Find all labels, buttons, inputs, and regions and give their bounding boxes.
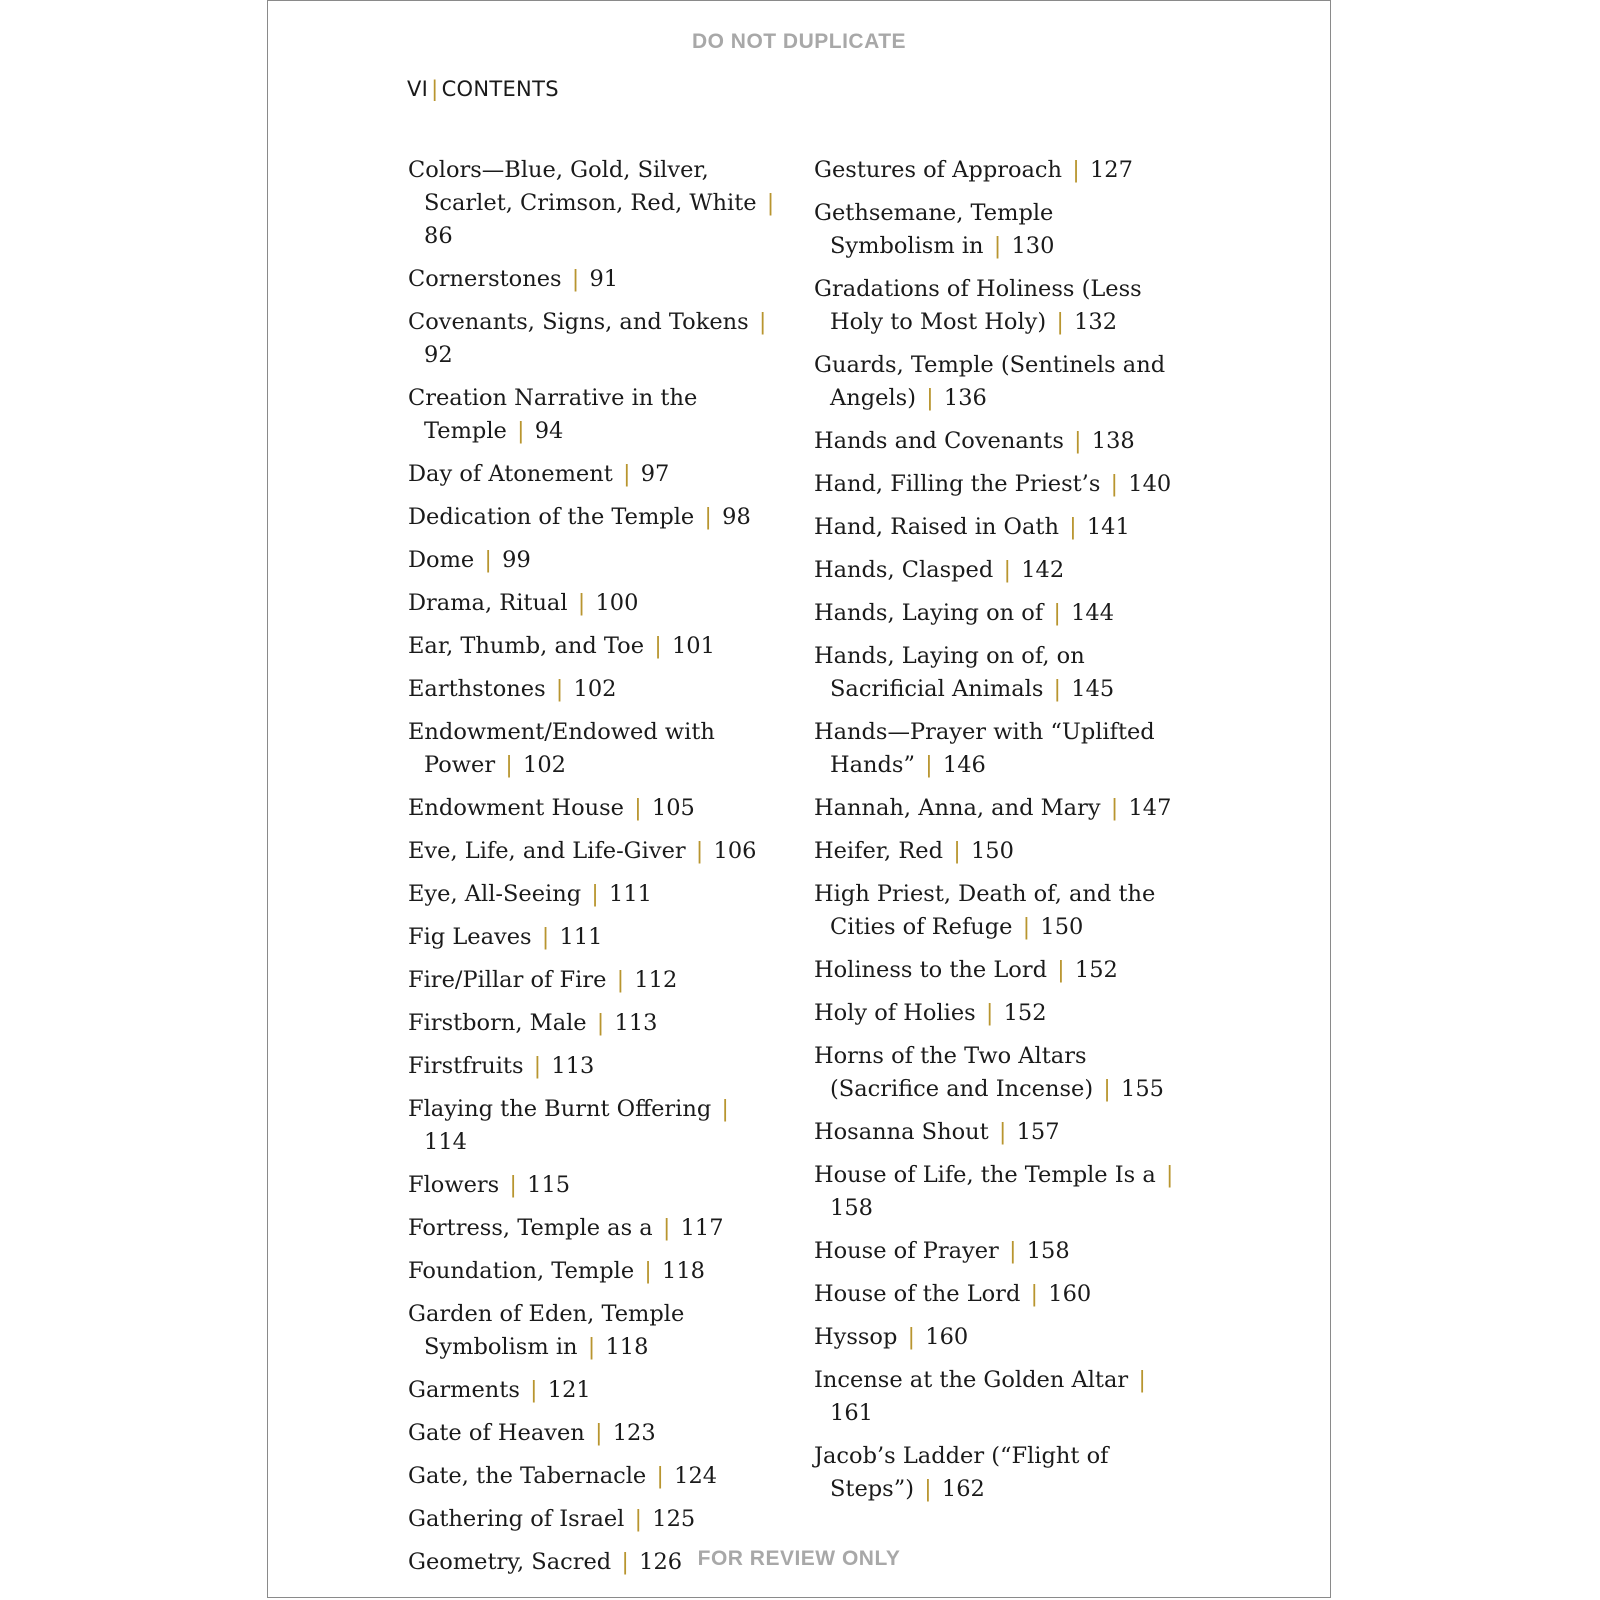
toc-entry-title: Geometry, Sacred — [408, 1549, 612, 1575]
toc-entry — [814, 1040, 1184, 1106]
toc-entry-page: 118 — [605, 1334, 649, 1360]
toc-entry — [408, 964, 778, 997]
toc-separator: | — [993, 233, 1002, 259]
toc-entry-page: 111 — [609, 881, 652, 907]
toc-separator: | — [634, 1506, 643, 1532]
toc-entry-title: Colors—Blue, Gold, Silver, Scarlet, Crimson, Red, White — [408, 157, 757, 216]
toc-entry-page: 98 — [722, 504, 751, 530]
toc-separator: | — [766, 190, 775, 216]
toc-entry — [408, 1460, 778, 1493]
toc-entry — [408, 587, 778, 620]
toc-entry-page: 112 — [634, 967, 678, 993]
toc-entry-page: 111 — [559, 924, 603, 950]
toc-entry — [408, 835, 778, 868]
toc-entry-page: 115 — [527, 1172, 571, 1198]
toc-entry — [408, 263, 778, 296]
toc-separator: | — [695, 838, 704, 864]
toc-entry-page: 121 — [547, 1377, 591, 1403]
toc-separator: | — [1053, 676, 1062, 702]
toc-entry — [408, 921, 778, 954]
toc-entry — [408, 1503, 778, 1536]
running-head — [407, 77, 559, 101]
toc-entry-page: 157 — [1016, 1119, 1060, 1145]
toc-entry — [814, 597, 1184, 630]
toc-entry-page: 94 — [534, 418, 564, 444]
toc-entry-title: Fig Leaves — [408, 924, 532, 950]
toc-entry — [408, 1093, 778, 1159]
toc-entry-title: House of the Lord — [814, 1281, 1021, 1307]
toc-entry-title: Firstfruits — [408, 1053, 524, 1079]
toc-separator: | — [516, 418, 525, 444]
toc-separator: | — [577, 590, 586, 616]
toc-separator: | — [907, 1324, 916, 1350]
contents-left-column — [408, 154, 778, 1589]
toc-separator: | — [998, 1119, 1007, 1145]
toc-entry-title: Heifer, Red — [814, 838, 944, 864]
toc-entry-page: 92 — [424, 342, 453, 368]
toc-entry-page: 113 — [614, 1010, 658, 1036]
toc-entry-page: 100 — [595, 590, 639, 616]
toc-entry-page: 150 — [1040, 914, 1084, 940]
toc-entry-page: 155 — [1121, 1076, 1164, 1102]
toc-entry — [814, 792, 1184, 825]
toc-entry — [814, 197, 1184, 263]
toc-entry — [814, 1235, 1184, 1268]
toc-entry-page: 114 — [424, 1129, 467, 1155]
watermark-top: DO NOT DUPLICATE — [691, 30, 907, 53]
toc-separator: | — [594, 1420, 603, 1446]
toc-entry-title: Gethsemane, Temple Symbolism in — [814, 200, 1054, 259]
toc-entry — [814, 716, 1184, 782]
toc-separator: | — [541, 924, 550, 950]
toc-entry-page: 106 — [713, 838, 757, 864]
toc-entry-page: 126 — [639, 1549, 683, 1575]
toc-separator: | — [721, 1096, 729, 1122]
toc-separator: | — [1053, 600, 1061, 626]
watermark-bottom: FOR REVIEW ONLY — [697, 1547, 901, 1570]
toc-entry-title: Gradations of Holiness (Less Holy to Most Holy) — [814, 276, 1142, 335]
toc-entry — [814, 997, 1184, 1030]
toc-entry-page: 142 — [1021, 557, 1065, 583]
toc-entry-page: 150 — [970, 838, 1014, 864]
toc-entry — [814, 1440, 1184, 1506]
toc-entry-page: 138 — [1091, 428, 1135, 454]
toc-separator: | — [634, 795, 642, 821]
toc-separator: | — [1138, 1367, 1146, 1393]
toc-entry-page: 97 — [640, 461, 670, 487]
toc-entry — [408, 1374, 778, 1407]
toc-separator: | — [924, 1476, 932, 1502]
toc-separator: | — [654, 633, 662, 659]
toc-entry — [814, 554, 1184, 587]
toc-entry — [408, 878, 778, 911]
toc-entry-title: House of Prayer — [814, 1238, 999, 1264]
toc-separator: | — [644, 1258, 652, 1284]
toc-separator: | — [704, 504, 712, 530]
toc-entry-page: 162 — [941, 1476, 985, 1502]
toc-separator: | — [925, 752, 933, 778]
toc-separator: | — [1074, 428, 1082, 454]
toc-entry-page: 144 — [1071, 600, 1115, 626]
toc-entry-page: 130 — [1011, 233, 1055, 259]
toc-separator: | — [622, 461, 631, 487]
toc-separator: | — [591, 881, 599, 907]
toc-entry-title: Eve, Life, and Life-Giver — [408, 838, 686, 864]
toc-entry — [814, 1116, 1184, 1149]
toc-separator: | — [1103, 1076, 1111, 1102]
toc-entry-title: Hand, Raised in Oath — [814, 514, 1059, 540]
toc-entry — [408, 382, 778, 448]
toc-entry-title: Jacob’s Ladder (“Flight of Steps”) — [814, 1443, 1109, 1502]
toc-entry-title: Holiness to the Lord — [814, 957, 1047, 983]
toc-entry-title: Hyssop — [814, 1324, 898, 1350]
toc-separator: | — [530, 1377, 538, 1403]
contents-right-column — [814, 154, 1184, 1516]
toc-separator: | — [484, 547, 492, 573]
toc-separator: | — [1022, 914, 1031, 940]
toc-entry — [408, 1169, 778, 1202]
toc-entry-title: Endowment/Endowed with Power — [408, 719, 715, 778]
toc-entry — [814, 954, 1184, 987]
toc-entry-title: Garden of Eden, Temple Symbolism in — [408, 1301, 685, 1360]
toc-entry-title: Hands, Clasped — [814, 557, 994, 583]
toc-entry-title: Firstborn, Male — [408, 1010, 587, 1036]
toc-entry — [408, 1255, 778, 1288]
toc-entry-page: 101 — [671, 633, 715, 659]
toc-entry — [814, 1159, 1184, 1225]
toc-separator: | — [533, 1053, 542, 1079]
toc-entry-title: Drama, Ritual — [408, 590, 568, 616]
toc-entry-page: 158 — [1026, 1238, 1070, 1264]
toc-entry-title: Foundation, Temple — [408, 1258, 635, 1284]
toc-entry-title: Hands, Laying on of — [814, 600, 1044, 626]
toc-entry-title: Hands and Covenants — [814, 428, 1064, 454]
toc-entry — [408, 306, 778, 372]
toc-entry-title: Hands, Laying on of, on Sacrificial Animals — [814, 643, 1085, 702]
toc-entry-title: Fire/Pillar of Fire — [408, 967, 607, 993]
toc-entry-page: 123 — [612, 1420, 656, 1446]
toc-entry — [814, 878, 1184, 944]
toc-separator: | — [926, 385, 934, 411]
toc-entry — [814, 349, 1184, 415]
toc-entry-page: 117 — [680, 1215, 724, 1241]
toc-separator: | — [621, 1549, 629, 1575]
toc-entry-title: Hand, Filling the Priest’s — [814, 471, 1101, 497]
toc-separator: | — [1110, 795, 1119, 821]
toc-entry-title: Hands—Prayer with “Uplifted Hands” — [814, 719, 1155, 778]
book-page — [267, 0, 1331, 1598]
toc-separator: | — [1003, 557, 1012, 583]
toc-separator: | — [1072, 157, 1080, 183]
toc-entry — [408, 1298, 778, 1364]
toc-entry-title: House of Life, the Temple Is a — [814, 1162, 1156, 1188]
toc-entry-title: Endowment House — [408, 795, 624, 821]
toc-separator: | — [1165, 1162, 1174, 1188]
toc-entry-page: 146 — [942, 752, 986, 778]
toc-entry-title: Cornerstones — [408, 266, 562, 292]
toc-separator: | — [1030, 1281, 1039, 1307]
toc-entry — [408, 1050, 778, 1083]
toc-entry-title: Hosanna Shout — [814, 1119, 989, 1145]
toc-entry-page: 140 — [1128, 471, 1172, 497]
toc-entry — [408, 458, 778, 491]
page-number: VI — [407, 77, 429, 101]
toc-entry-page: 152 — [1074, 957, 1118, 983]
toc-entry-page: 113 — [551, 1053, 595, 1079]
toc-entry-title: Guards, Temple (Sentinels and Angels) — [814, 352, 1166, 411]
toc-entry-page: 124 — [674, 1463, 718, 1489]
toc-entry-page: 118 — [662, 1258, 705, 1284]
toc-entry-page: 152 — [1003, 1000, 1047, 1026]
toc-entry — [814, 511, 1184, 544]
toc-entry — [408, 673, 778, 706]
toc-entry-page: 102 — [523, 752, 566, 778]
toc-entry-title: High Priest, Death of, and the Cities of Refuge — [814, 881, 1156, 940]
toc-entry — [814, 640, 1184, 706]
toc-separator: | — [1069, 514, 1077, 540]
toc-entry — [814, 468, 1184, 501]
toc-entry — [408, 154, 778, 253]
toc-entry — [814, 1321, 1184, 1354]
toc-entry-page: 99 — [502, 547, 531, 573]
toc-entry — [408, 630, 778, 663]
toc-entry-page: 86 — [424, 223, 453, 249]
toc-separator: | — [509, 1172, 517, 1198]
toc-entry-title: Creation Narrative in the Temple — [408, 385, 698, 444]
toc-entry-page: 136 — [943, 385, 987, 411]
toc-entry — [814, 1364, 1184, 1430]
section-title: CONTENTS — [441, 77, 559, 101]
toc-entry — [408, 716, 778, 782]
toc-entry-title: Eye, All-Seeing — [408, 881, 582, 907]
toc-separator: | — [555, 676, 564, 702]
toc-entry — [814, 273, 1184, 339]
toc-entry-title: Covenants, Signs, and Tokens — [408, 309, 749, 335]
toc-separator: | — [662, 1215, 671, 1241]
toc-entry-title: Dome — [408, 547, 475, 573]
toc-entry — [814, 835, 1184, 868]
toc-entry — [408, 544, 778, 577]
toc-separator: | — [1057, 957, 1065, 983]
toc-entry-title: Holy of Holies — [814, 1000, 976, 1026]
toc-entry — [408, 1417, 778, 1450]
toc-entry-page: 141 — [1086, 514, 1130, 540]
toc-entry-title: Incense at the Golden Altar — [814, 1367, 1129, 1393]
toc-separator: | — [505, 752, 513, 778]
toc-entry-page: 158 — [830, 1195, 873, 1221]
toc-separator: | — [758, 309, 767, 335]
toc-entry-title: Gestures of Approach — [814, 157, 1063, 183]
toc-entry-page: 102 — [573, 676, 617, 702]
toc-separator: | — [596, 1010, 605, 1036]
toc-entry-title: Earthstones — [408, 676, 546, 702]
toc-entry-title: Gate of Heaven — [408, 1420, 585, 1446]
toc-entry-title: Flaying the Burnt Offering — [408, 1096, 712, 1122]
toc-entry-title: Hannah, Anna, and Mary — [814, 795, 1101, 821]
toc-entry-title: Horns of the Two Altars (Sacrifice and Incense) — [814, 1043, 1094, 1102]
toc-entry — [408, 501, 778, 534]
toc-entry-page: 127 — [1089, 157, 1133, 183]
toc-entry-page: 160 — [1048, 1281, 1092, 1307]
toc-separator: | — [571, 266, 580, 292]
toc-entry-title: Garments — [408, 1377, 520, 1403]
toc-separator: | — [1056, 309, 1064, 335]
toc-entry-page: 132 — [1074, 309, 1118, 335]
toc-entry-page: 147 — [1128, 795, 1172, 821]
toc-separator: | — [656, 1463, 664, 1489]
toc-separator: | — [587, 1334, 596, 1360]
toc-entry — [814, 1278, 1184, 1311]
toc-entry-page: 161 — [830, 1400, 873, 1426]
toc-entry-title: Dedication of the Temple — [408, 504, 695, 530]
toc-entry-page: 105 — [651, 795, 695, 821]
toc-entry — [408, 1212, 778, 1245]
toc-separator: | — [985, 1000, 994, 1026]
toc-separator: | — [953, 838, 961, 864]
toc-separator: | — [1008, 1238, 1017, 1264]
toc-entry — [814, 154, 1184, 187]
toc-entry-page: 125 — [652, 1506, 696, 1532]
toc-entry-title: Fortress, Temple as a — [408, 1215, 653, 1241]
toc-separator: | — [616, 967, 625, 993]
toc-entry — [408, 1007, 778, 1040]
toc-entry — [814, 425, 1184, 458]
toc-entry-page: 145 — [1071, 676, 1115, 702]
toc-entry-title: Gathering of Israel — [408, 1506, 625, 1532]
toc-entry-title: Ear, Thumb, and Toe — [408, 633, 645, 659]
toc-separator: | — [1110, 471, 1119, 497]
toc-entry-title: Day of Atonement — [408, 461, 613, 487]
toc-entry-title: Gate, the Tabernacle — [408, 1463, 647, 1489]
toc-entry-page: 160 — [925, 1324, 969, 1350]
separator-bar: | — [431, 77, 439, 101]
toc-entry-title: Flowers — [408, 1172, 500, 1198]
toc-entry-page: 91 — [589, 266, 619, 292]
toc-entry — [408, 792, 778, 825]
